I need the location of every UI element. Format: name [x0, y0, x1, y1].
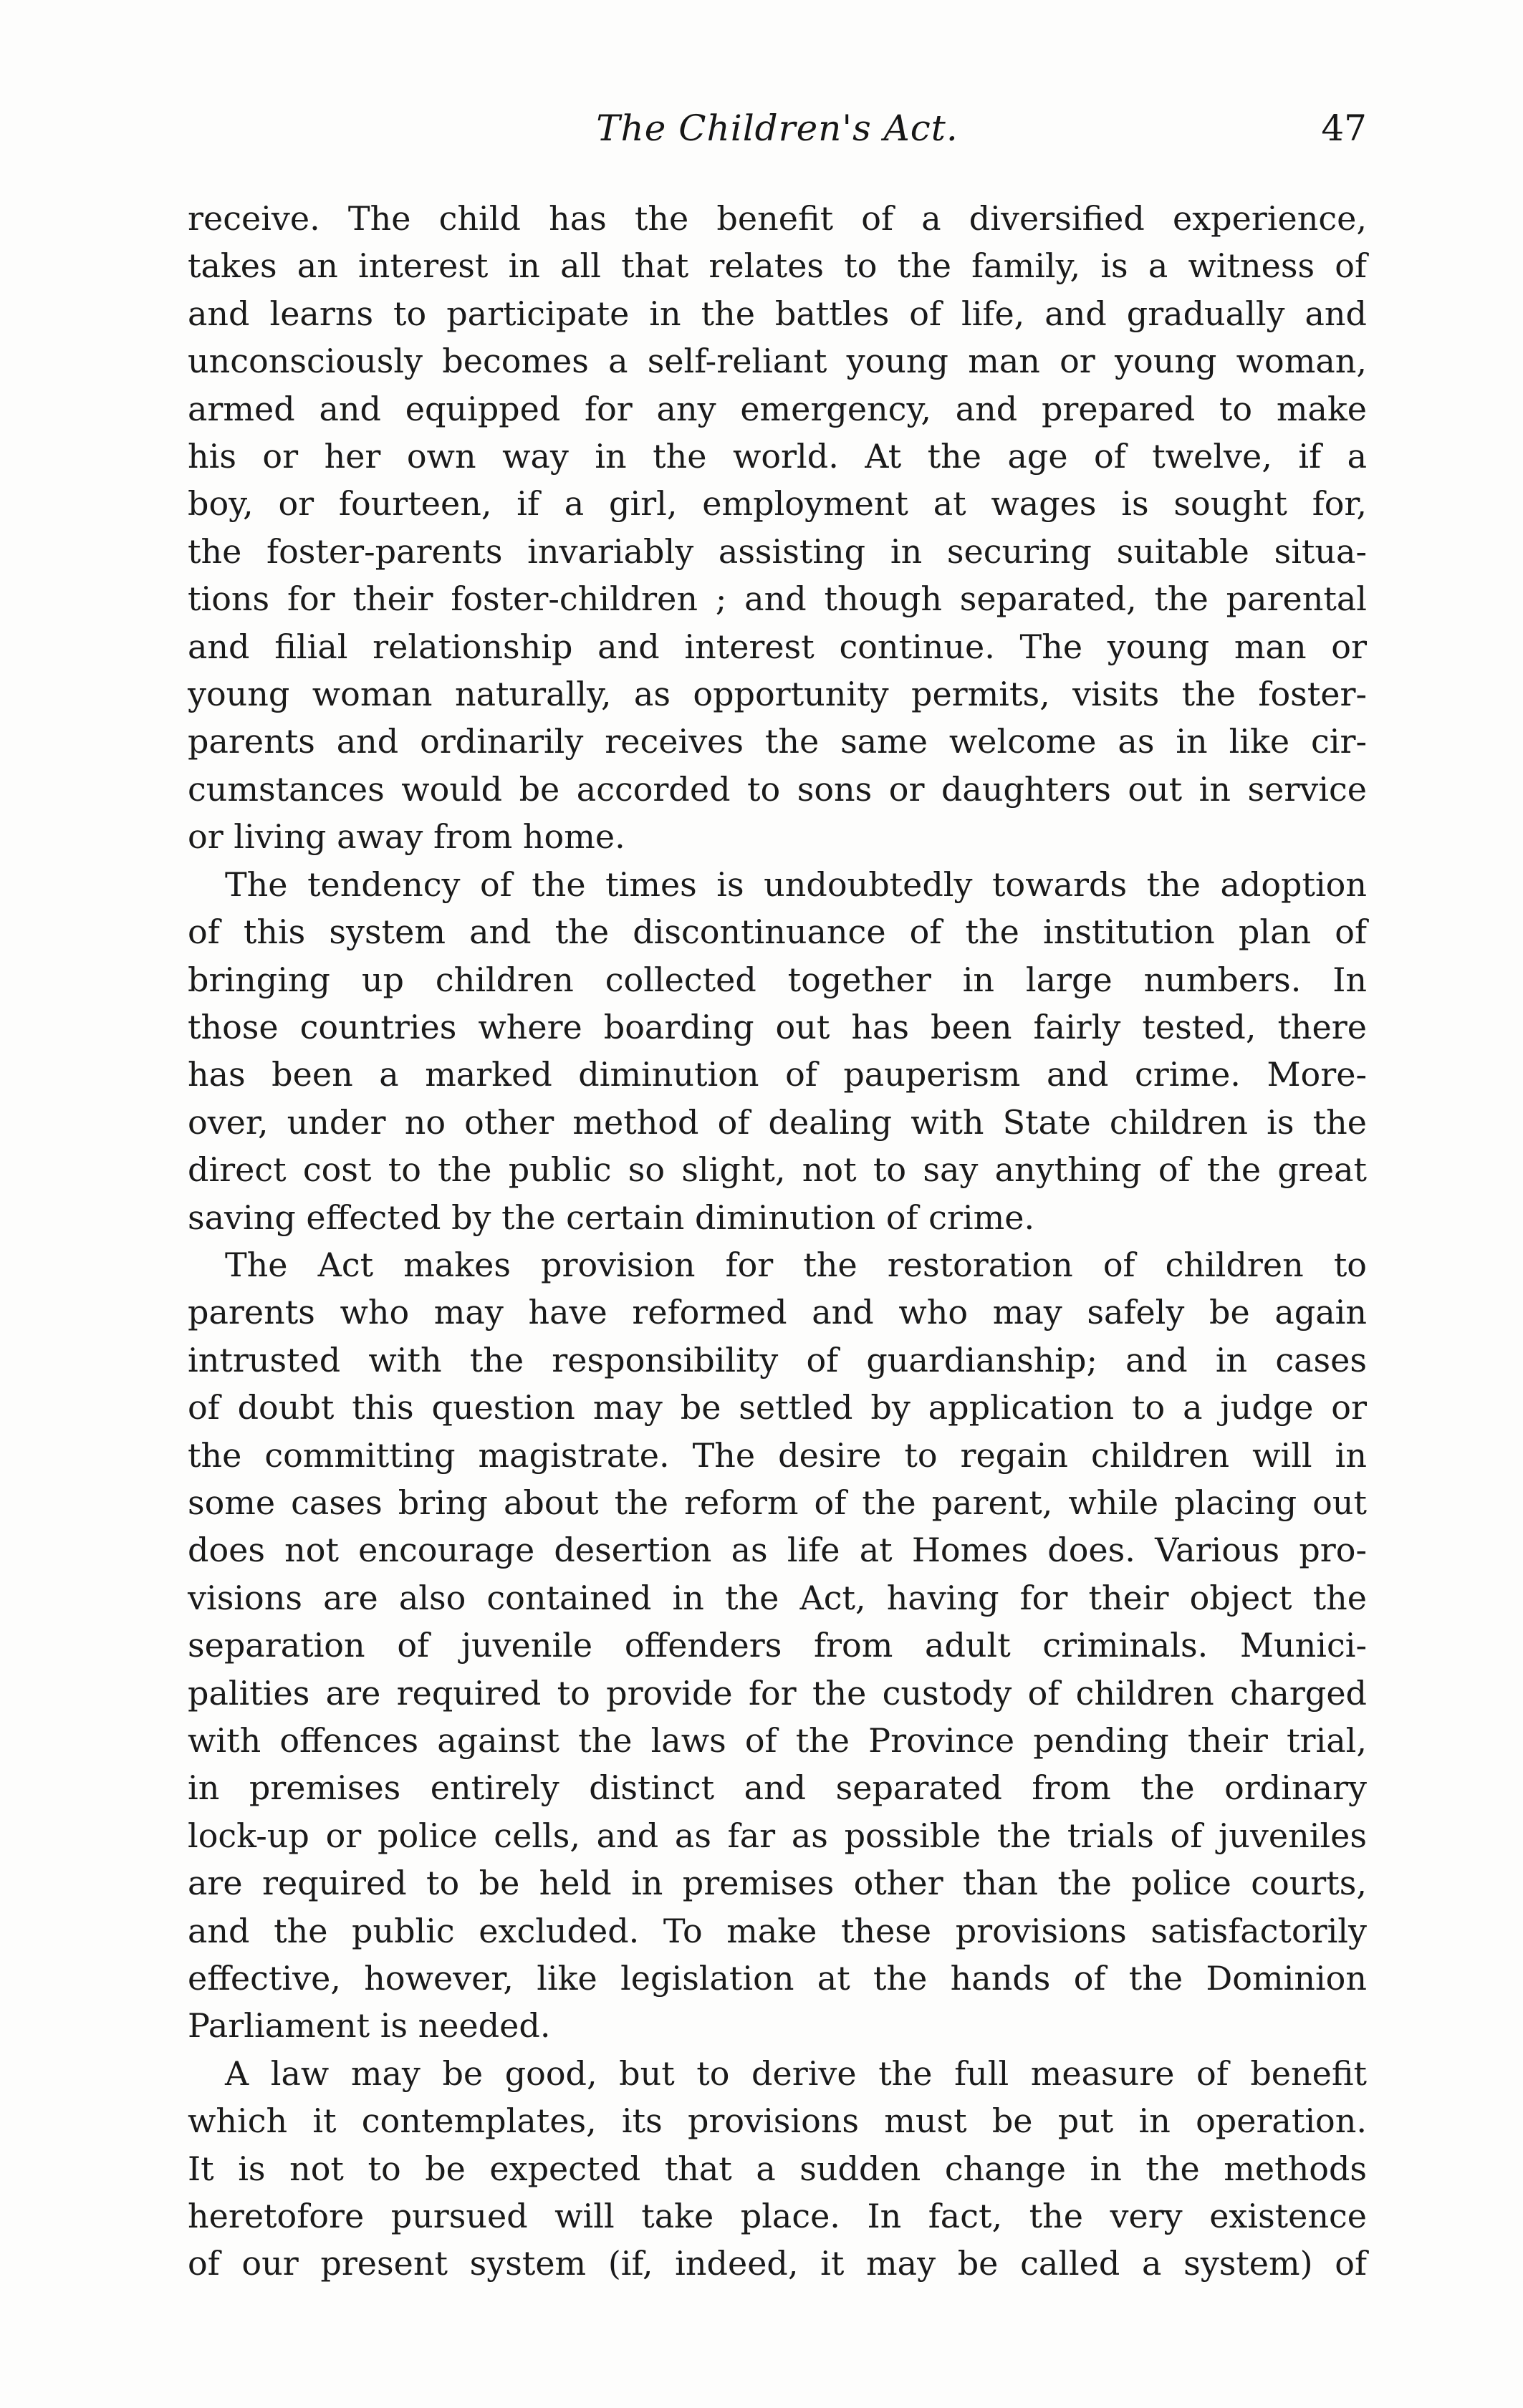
text-line: with offences against the laws of the Province pending their trial,: [188, 1721, 1367, 1760]
text-line: of this system and the discontinuance of the institution plan of: [188, 912, 1367, 952]
text-line: receive. The child has the benefit of a diversified experience,: [188, 199, 1367, 238]
text-line: of doubt this question may be settled by application to a judge or: [188, 1388, 1367, 1427]
paragraph-3: [188, 1241, 1367, 2050]
text-line: direct cost to the public so slight, not to say anything of the great: [188, 1150, 1367, 1190]
text-line: It is not to be expected that a sudden change in the methods: [188, 2149, 1367, 2188]
page-number: 47: [1321, 107, 1367, 149]
text-line: boy, or fourteen, if a girl, employment at wages is sought for,: [188, 484, 1367, 524]
text-line: bringing up children collected together in large numbers. In: [188, 960, 1367, 999]
text-line: effective, however, like legislation at the hands of the Dominion: [188, 1959, 1367, 1998]
text-line: which it contemplates, its provisions must be put in operation.: [188, 2101, 1367, 2141]
text-line: parents and ordinarily receives the same welcome as in like cir-: [188, 722, 1367, 761]
text-line: the committing magistrate. The desire to regain children will in: [188, 1435, 1367, 1475]
text-line: lock-up or police cells, and as far as possible the trials of juveniles: [188, 1816, 1367, 1855]
running-title: The Children's Act.: [596, 107, 959, 149]
text-line: some cases bring about the reform of the parent, while placing out: [188, 1483, 1367, 1522]
text-line: palities are required to provide for the custody of children charged: [188, 1673, 1367, 1713]
text-line: heretofore pursued will take place. In fact, the very existence: [188, 2197, 1367, 2236]
text-line: parents who may have reformed and who may safely be again: [188, 1293, 1367, 1332]
text-line: visions are also contained in the Act, having for their object the: [188, 1578, 1367, 1617]
paragraph-2: [188, 861, 1367, 1241]
text-line: in premises entirely distinct and separated from the ordinary: [188, 1768, 1367, 1808]
text-line: and the public excluded. To make these provisions satisfactorily: [188, 1911, 1367, 1950]
text-line: The Act makes provision for the restoration of children to: [225, 1245, 1367, 1284]
text-line: separation of juvenile offenders from adult criminals. Munici-: [188, 1626, 1367, 1665]
text-line: does not encourage desertion as life at Homes does. Various pro-: [188, 1531, 1367, 1570]
text-line: Parliament is needed.: [188, 2006, 551, 2046]
text-line: tions for their foster-children ; and though separated, the parental: [188, 579, 1367, 619]
text-line: unconsciously becomes a self-reliant young man or young woman,: [188, 342, 1367, 381]
text-line: intrusted with the responsibility of guardianship; and in cases: [188, 1340, 1367, 1379]
text-line: are required to be held in premises other than the police courts,: [188, 1864, 1367, 1903]
text-line: A law may be good, but to derive the full measure of benefit: [225, 2053, 1367, 2093]
text-line: his or her own way in the world. At the age of twelve, if a: [188, 437, 1367, 476]
text-line: saving effected by the certain diminution of crime.: [188, 1198, 1035, 1237]
text-line: and filial relationship and interest continue. The young man or: [188, 627, 1367, 666]
text-line: armed and equipped for any emergency, and prepared to make: [188, 389, 1367, 428]
body-text: [188, 195, 1367, 2288]
text-line: takes an interest in all that relates to the family, is a witness of: [188, 246, 1367, 286]
text-line: has been a marked diminution of pauperism and crime. More-: [188, 1055, 1367, 1094]
text-line: young woman naturally, as opportunity permits, visits the foster-: [188, 675, 1367, 714]
text-line: and learns to participate in the battles of life, and gradually and: [188, 294, 1367, 333]
text-line: over, under no other method of dealing with State children is the: [188, 1102, 1367, 1142]
text-line: or living away from home.: [188, 817, 625, 857]
text-line: of our present system (if, indeed, it may be called a system) of: [188, 2244, 1367, 2283]
text-line: those countries where boarding out has been fairly tested, there: [188, 1007, 1367, 1046]
running-head: [188, 107, 1367, 165]
text-line: The tendency of the times is undoubtedly towards the adoption: [225, 865, 1367, 904]
text-line: the foster-parents invariably assisting in securing suitable situa-: [188, 531, 1367, 571]
text-line: cumstances would be accorded to sons or daughters out in service: [188, 769, 1367, 809]
paragraph-4: [188, 2050, 1367, 2288]
paragraph-1: [188, 195, 1367, 861]
